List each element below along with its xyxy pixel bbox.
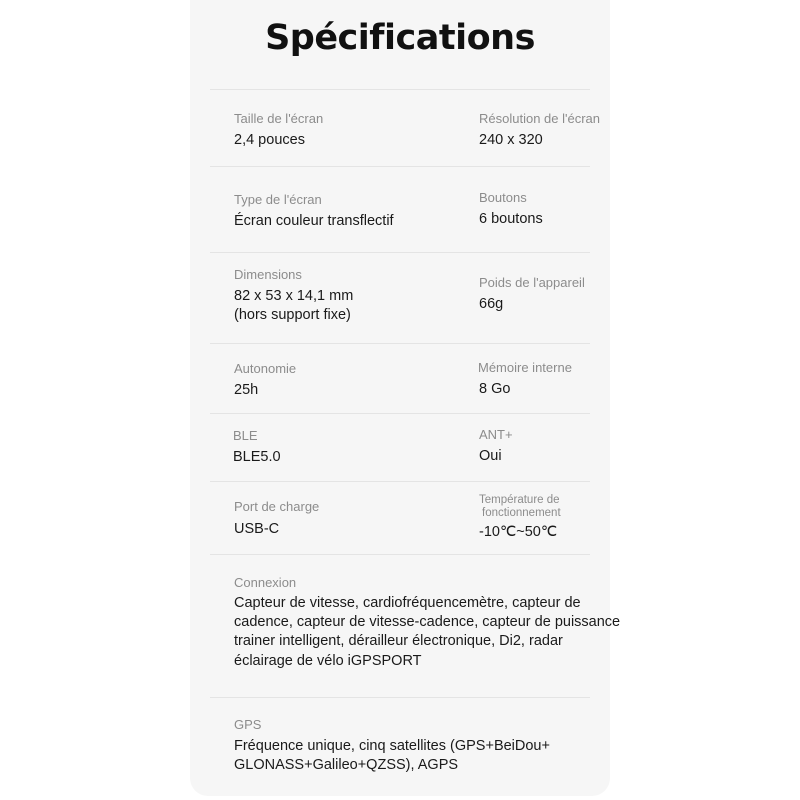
gps-value-line: GLONASS+Galileo+QZSS), AGPS — [234, 757, 459, 773]
divider — [210, 413, 590, 414]
ble-value: BLE5.0 — [233, 449, 281, 465]
operating-temp-label: Température de — [479, 494, 560, 506]
screen-type-label: Type de l'écran — [234, 192, 322, 207]
screen-resolution-label: Résolution de l'écran — [479, 111, 600, 126]
weight-label: Poids de l'appareil — [479, 275, 585, 290]
ble-label: BLE — [233, 428, 258, 443]
divider — [210, 89, 590, 90]
autonomy-value: 25h — [234, 382, 259, 398]
screen-type-value: Écran couleur transflectif — [234, 213, 394, 229]
memory-label: Mémoire interne — [478, 360, 572, 375]
screen-size-label: Taille de l'écran — [234, 111, 324, 126]
divider — [210, 166, 590, 167]
divider — [210, 252, 590, 253]
charging-port-value: USB-C — [234, 521, 280, 537]
dimensions-value: 82 x 53 x 14,1 mm — [234, 288, 354, 304]
autonomy-label: Autonomie — [234, 361, 297, 376]
charging-port-label: Port de charge — [234, 499, 320, 514]
connexion-value-line: Capteur de vitesse, cardiofréquencemètre, capteur de — [234, 595, 581, 611]
dimensions-label: Dimensions — [234, 267, 302, 282]
connexion-value-line: cadence, capteur de vitesse-cadence, capteur de puissance — [234, 614, 621, 630]
gps-label: GPS — [234, 717, 262, 732]
ant-label: ANT+ — [479, 427, 513, 442]
divider — [210, 481, 590, 482]
gps-value-line: Fréquence unique, cinq satellites (GPS+BeiDou+ — [234, 738, 550, 754]
weight-value: 66g — [479, 296, 504, 312]
dimensions-note: (hors support fixe) — [234, 307, 351, 323]
divider — [210, 697, 590, 698]
connexion-value-line: éclairage de vélo iGPSPORT — [234, 653, 422, 669]
ant-value: Oui — [479, 448, 502, 464]
memory-value: 8 Go — [479, 381, 511, 397]
operating-temp-value: -10℃~50℃ — [479, 524, 558, 540]
operating-temp-label-line2: fonctionnement — [482, 507, 561, 519]
specifications-panel — [190, 0, 621, 796]
screen-resolution-value: 240 x 320 — [479, 132, 543, 148]
connexion-value-line: trainer intelligent, dérailleur électronique, Di2, radar — [234, 633, 563, 649]
page-title: Spécifications — [265, 18, 535, 58]
screen-size-value: 2,4 pouces — [234, 132, 305, 148]
divider — [210, 554, 590, 555]
divider — [210, 343, 590, 344]
connexion-label: Connexion — [234, 575, 297, 590]
buttons-value: 6 boutons — [479, 211, 543, 227]
buttons-label: Boutons — [479, 190, 527, 205]
